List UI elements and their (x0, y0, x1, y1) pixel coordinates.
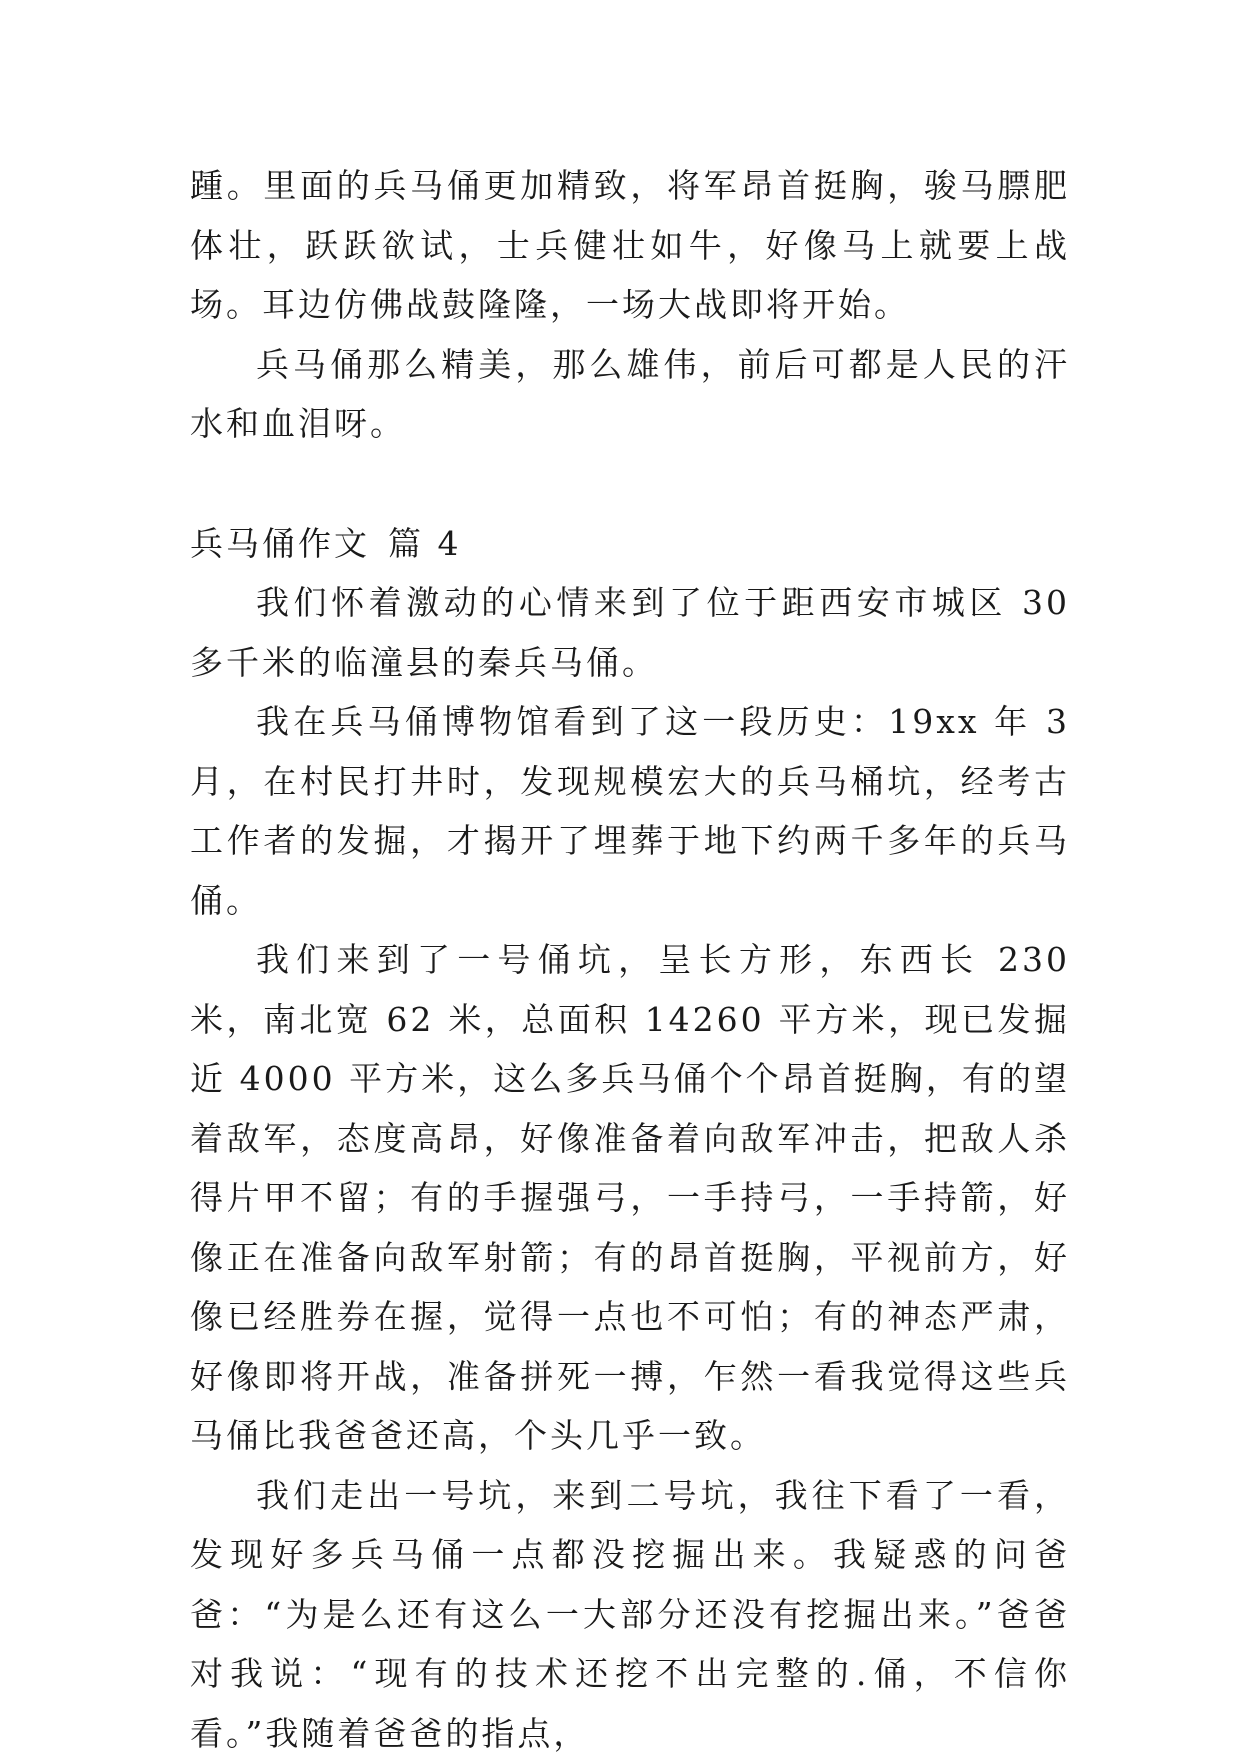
paragraph: 我们怀着激动的心情来到了位于距西安市城区 30 多千米的临潼县的秦兵马俑。 (190, 573, 1070, 692)
paragraph: 我们来到了一号俑坑，呈长方形，东西长 230 米，南北宽 62 米，总面积 14260 平方米，现已发掘近 4000 平方米，这么多兵马俑个个昂首挺胸，有的望着敌军，态度高昂，好像准备着向敌军冲击，把敌人杀得片甲不留；有的手握强弓，一手持弓，一手持箭，好像正在准备向敌军射箭；有的昂首挺胸，平视前方，好像已经胜券在握，觉得一点也不可怕；有的神态严肃，好像即将开战，准备拼死一搏，乍然一看我觉得这些兵马俑比我爸爸还高，个头几乎一致。 (190, 930, 1070, 1466)
section-heading (190, 514, 1070, 574)
section-title: 兵马俑作文 (190, 524, 370, 563)
paragraph: 我们走出一号坑，来到二号坑，我往下看了一看，发现好多兵马俑一点都没挖掘出来。我疑惑的问爸爸：“为是么还有这么一大部分还没有挖掘出来。”爸爸对我说：“现有的技术还挖不出完整的.俑，不信你看。”我随着爸爸的指点， (190, 1466, 1070, 1763)
paragraph-continued: 踵。里面的兵马俑更加精致，将军昂首挺胸，骏马膘肥体壮，跃跃欲试，士兵健壮如牛，好像马上就要上战场。耳边仿佛战鼓隆隆，一场大战即将开始。 (190, 156, 1070, 335)
paragraph: 我在兵马俑博物馆看到了这一段历史：19xx 年 3 月，在村民打井时，发现规模宏大的兵马桶坑，经考古工作者的发掘，才揭开了埋葬于地下约两千多年的兵马俑。 (190, 692, 1070, 930)
document-body (190, 156, 1070, 1763)
section-number: 篇 4 (388, 524, 462, 563)
paragraph: 兵马俑那么精美，那么雄伟，前后可都是人民的汗水和血泪呀。 (190, 335, 1070, 454)
